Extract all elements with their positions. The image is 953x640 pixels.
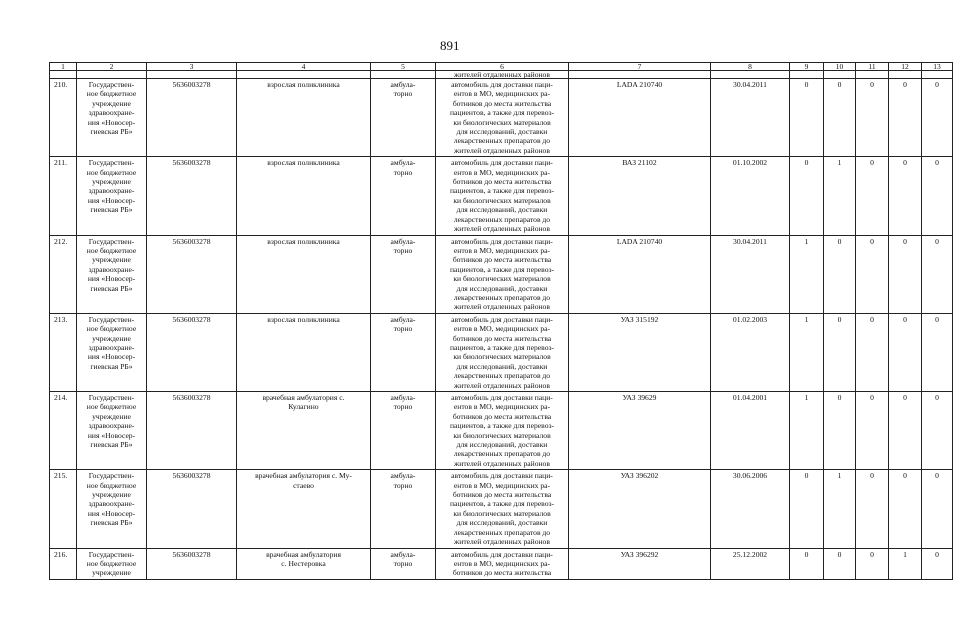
count-col-11: 0 — [856, 548, 889, 579]
count-col-11: 0 — [856, 313, 889, 391]
column-number: 7 — [569, 63, 711, 71]
column-number: 6 — [436, 63, 569, 71]
date-value: 25.12.2002 — [711, 548, 790, 579]
vehicle-model: УАЗ 396292 — [569, 548, 711, 579]
count-col-10: 0 — [824, 548, 856, 579]
table-row — [50, 313, 953, 391]
vehicle-purpose: автомобиль для доставки паци- ентов в МО, медицинских ра- ботников до места жительства пациентов, а также для перевоз- ки биологических материалов для исследований, доставки лекарственных препаратов до жителей отдаленных районов — [436, 392, 569, 470]
row-number: 212. — [50, 235, 77, 313]
care-type: амбула- торно — [371, 79, 436, 157]
organization-name: Государствен- ное бюджетное учреждение здравоохране- ния «Новосер- гиевская РБ» — [77, 157, 147, 235]
date-value: 01.04.2001 — [711, 392, 790, 470]
column-number: 1 — [50, 63, 77, 71]
vehicle-model: LADA 210740 — [569, 79, 711, 157]
organization-name: Государствен- ное бюджетное учреждение здравоохране- ния «Новосер- гиевская РБ» — [77, 79, 147, 157]
row-number: 214. — [50, 392, 77, 470]
organization-name: Государствен- ное бюджетное учреждение здравоохране- ния «Новосер- гиевская РБ» — [77, 313, 147, 391]
inn-code: 5636003278 — [147, 157, 237, 235]
table-row — [50, 235, 953, 313]
unit-name: взрослая поликлиника — [237, 157, 371, 235]
count-col-11: 0 — [856, 235, 889, 313]
care-type: амбула- торно — [371, 470, 436, 548]
table-row — [50, 470, 953, 548]
count-col-11: 0 — [856, 392, 889, 470]
inn-code: 5636003278 — [147, 79, 237, 157]
column-number: 3 — [147, 63, 237, 71]
row-number: 215. — [50, 470, 77, 548]
count-col-12: 0 — [889, 157, 922, 235]
organization-name: Государствен- ное бюджетное учреждение здравоохране- ния «Новосер- гиевская РБ» — [77, 392, 147, 470]
continuation-row — [50, 71, 953, 79]
unit-name: взрослая поликлиника — [237, 235, 371, 313]
count-col-13: 0 — [922, 235, 953, 313]
unit-name: врачебная амбулатория с. Му- стаево — [237, 470, 371, 548]
column-number: 11 — [856, 63, 889, 71]
column-number: 8 — [711, 63, 790, 71]
care-type: амбула- торно — [371, 313, 436, 391]
count-col-13: 0 — [922, 157, 953, 235]
count-col-12: 0 — [889, 235, 922, 313]
row-number: 213. — [50, 313, 77, 391]
column-number: 2 — [77, 63, 147, 71]
count-col-10: 0 — [824, 392, 856, 470]
count-col-13: 0 — [922, 470, 953, 548]
vehicle-purpose: автомобиль для доставки паци- ентов в МО, медицинских ра- ботников до места жительства — [436, 548, 569, 579]
row-number: 211. — [50, 157, 77, 235]
date-value: 30.04.2011 — [711, 79, 790, 157]
date-value: 01.10.2002 — [711, 157, 790, 235]
vehicle-purpose: автомобиль для доставки паци- ентов в МО, медицинских ра- ботников до места жительства пациентов, а также для перевоз- ки биологических материалов для исследований, доставки лекарственных препаратов до жителей отдаленных районов — [436, 157, 569, 235]
count-col-10: 1 — [824, 157, 856, 235]
unit-name: врачебная амбулатория с. Нестеровка — [237, 548, 371, 579]
continuation-text: жителей отдаленных районов — [436, 71, 569, 79]
inn-code: 5636003278 — [147, 313, 237, 391]
column-number: 10 — [824, 63, 856, 71]
table-row — [50, 157, 953, 235]
table-row — [50, 79, 953, 157]
unit-name: врачебная амбулатория с. Кулагино — [237, 392, 371, 470]
inn-code: 5636003278 — [147, 392, 237, 470]
count-col-13: 0 — [922, 79, 953, 157]
count-col-13: 0 — [922, 392, 953, 470]
count-col-10: 0 — [824, 235, 856, 313]
count-col-13: 0 — [922, 548, 953, 579]
vehicle-purpose: автомобиль для доставки паци- ентов в МО, медицинских ра- ботников до места жительства пациентов, а также для перевоз- ки биологических материалов для исследований, доставки лекарственных препаратов до жителей отдаленных районов — [436, 470, 569, 548]
count-col-9: 0 — [790, 548, 824, 579]
count-col-9: 0 — [790, 470, 824, 548]
row-number: 216. — [50, 548, 77, 579]
unit-name: взрослая поликлиника — [237, 313, 371, 391]
organization-name: Государствен- ное бюджетное учреждение — [77, 548, 147, 579]
vehicle-purpose: автомобиль для доставки паци- ентов в МО, медицинских ра- ботников до места жительства пациентов, а также для перевоз- ки биологических материалов для исследований, доставки лекарственных препаратов до жителей отдаленных районов — [436, 313, 569, 391]
care-type: амбула- торно — [371, 157, 436, 235]
registry-table — [49, 62, 953, 580]
inn-code: 5636003278 — [147, 235, 237, 313]
page-number: 891 — [440, 38, 460, 53]
date-value: 01.02.2003 — [711, 313, 790, 391]
column-number: 12 — [889, 63, 922, 71]
row-number: 210. — [50, 79, 77, 157]
column-number: 9 — [790, 63, 824, 71]
count-col-10: 0 — [824, 313, 856, 391]
count-col-10: 1 — [824, 470, 856, 548]
inn-code: 5636003278 — [147, 548, 237, 579]
count-col-9: 0 — [790, 157, 824, 235]
column-number: 4 — [237, 63, 371, 71]
unit-name: взрослая поликлиника — [237, 79, 371, 157]
count-col-9: 1 — [790, 235, 824, 313]
vehicle-model: УАЗ 39629 — [569, 392, 711, 470]
count-col-13: 0 — [922, 313, 953, 391]
table-row — [50, 548, 953, 579]
count-col-9: 1 — [790, 392, 824, 470]
organization-name: Государствен- ное бюджетное учреждение здравоохране- ния «Новосер- гиевская РБ» — [77, 235, 147, 313]
table-row — [50, 392, 953, 470]
count-col-12: 0 — [889, 313, 922, 391]
care-type: амбула- торно — [371, 548, 436, 579]
column-number: 5 — [371, 63, 436, 71]
count-col-11: 0 — [856, 157, 889, 235]
count-col-12: 0 — [889, 392, 922, 470]
care-type: амбула- торно — [371, 235, 436, 313]
inn-code: 5636003278 — [147, 470, 237, 548]
count-col-12: 0 — [889, 470, 922, 548]
count-col-10: 0 — [824, 79, 856, 157]
vehicle-model: LADA 210740 — [569, 235, 711, 313]
date-value: 30.06.2006 — [711, 470, 790, 548]
vehicle-purpose: автомобиль для доставки паци- ентов в МО, медицинских ра- ботников до места жительства пациентов, а также для перевоз- ки биологических материалов для исследований, доставки лекарственных препаратов до жителей отдаленных районов — [436, 235, 569, 313]
count-col-12: 1 — [889, 548, 922, 579]
care-type: амбула- торно — [371, 392, 436, 470]
vehicle-model: ВАЗ 21102 — [569, 157, 711, 235]
column-number: 13 — [922, 63, 953, 71]
vehicle-model: УАЗ 396202 — [569, 470, 711, 548]
count-col-9: 0 — [790, 79, 824, 157]
organization-name: Государствен- ное бюджетное учреждение здравоохране- ния «Новосер- гиевская РБ» — [77, 470, 147, 548]
count-col-11: 0 — [856, 79, 889, 157]
count-col-11: 0 — [856, 470, 889, 548]
count-col-9: 1 — [790, 313, 824, 391]
count-col-12: 0 — [889, 79, 922, 157]
vehicle-model: УАЗ 315192 — [569, 313, 711, 391]
vehicle-purpose: автомобиль для доставки паци- ентов в МО, медицинских ра- ботников до места жительства пациентов, а также для перевоз- ки биологических материалов для исследований, доставки лекарственных препаратов до жителей отдаленных районов — [436, 79, 569, 157]
date-value: 30.04.2011 — [711, 235, 790, 313]
